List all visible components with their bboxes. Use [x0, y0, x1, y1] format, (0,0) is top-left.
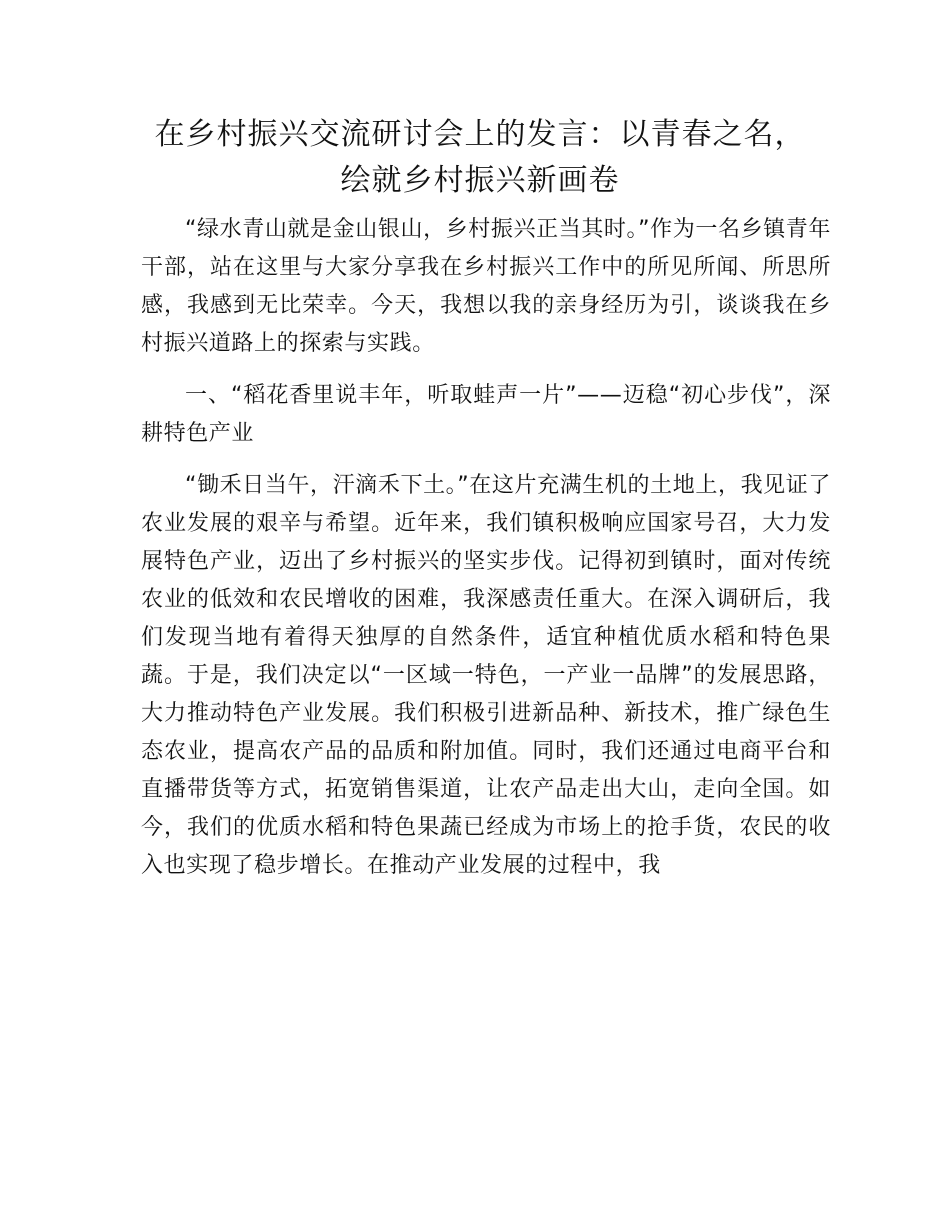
title-line-1: 在乡村振兴交流研讨会上的发言：以青春之名，: [154, 117, 806, 152]
title-line-2: 绘就乡村振兴新画卷: [340, 163, 620, 198]
paragraph-section-1: “锄禾日当午，汗滴禾下土。”在这片充满生机的土地上，我见证了农业发展的艰辛与希望。近年来，我们镇积极响应国家号召，大力发展特色产业，迈出了乡村振兴的坚实步伐。记得初到镇时，面对传统农业的低效和农民增收的困难，我深感责任重大。在深入调研后，我们发现当地有着得天独厚的自然条件，适宜种植优质水稻和特色果蔬。于是，我们决定以“一区域一特色，一产业一品牌”的发展思路，大力推动特色产业发展。我们积极引进新品种、新技术，推广绿色生态农业，提高农产品的品质和附加值。同时，我们还通过电商平台和直播带货等方式，拓宽销售渠道，让农产品走出大山，走向全国。如今，我们的优质水稻和特色果蔬已经成为市场上的抢手货，农民的收入也实现了稳步增长。在推动产业发展的过程中，我: [141, 473, 831, 878]
section-heading-1: 一、“稻花香里说丰年，听取蛙声一片”——迈稳“初心步伐”，深耕特色产业: [141, 383, 831, 446]
paragraph-intro: “绿水青山就是金山银山，乡村振兴正当其时。”作为一名乡镇青年干部，站在这里与大家分享我在乡村振兴工作中的所见所闻、所思所感，我感到无比荣幸。今天，我想以我的亲身经历为引，谈谈我在乡村振兴道路上的探索与实践。: [141, 217, 831, 356]
document-body: [141, 211, 831, 899]
document-title: [130, 112, 830, 204]
